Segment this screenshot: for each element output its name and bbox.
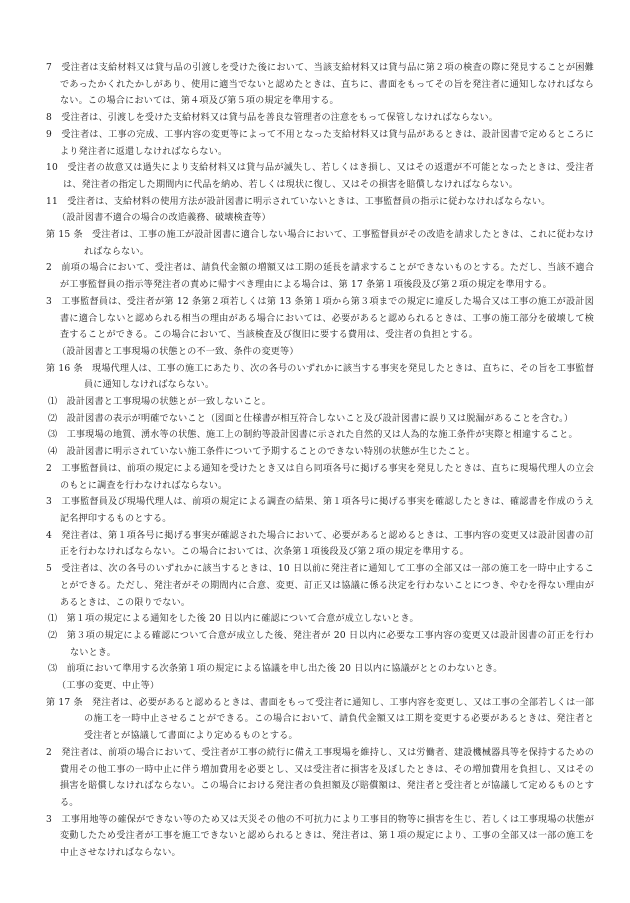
list-item: ⑴ 設計図書と工事現場の状態とが一致しないこと。 bbox=[48, 397, 272, 408]
paragraph: 11 受注者は、支給材料の使用方法が設計図書に明示されていないときは、工事監督員の指示に従わなければならない。 bbox=[46, 196, 551, 207]
list-item: ⑶ 工事現場の地質、湧水等の状態、施工上の制約等設計図書に示された自然的又は人為的な施工条件が実際と相違すること。 bbox=[48, 430, 578, 441]
section-heading: （工事の変更、中止等） bbox=[57, 681, 160, 692]
list-item: ⑴ 第１項の規定による通知をした後 20 日以内に確認について合意が成立しないとき。 bbox=[48, 614, 419, 625]
list-item: ⑵ 第３項の規定による確認について合意が成立した後、発注者が 20 日以内に必要な工事内容の変更又は設計図書の訂正を行わないとき。 bbox=[48, 630, 594, 658]
paragraph: 4 発注者は、第１項各号に掲げる事実が確認された場合において、必要があると認めるときは、工事内容の変更又は設計図書の訂正を行わなければならない。この場合においては、次条第１項後段及び第２項の規定を準用する。 bbox=[46, 530, 594, 558]
article: 第 15 条 受注者は、工事の施工が設計図書に適合しない場合において、工事監督員がその改造を請求したときは、これに従わなければならない。 bbox=[46, 230, 594, 257]
list-item: ⑷ 設計図書に明示されていない施工条件について予期することのできない特別の状態が生じたこと。 bbox=[48, 447, 476, 458]
list-item: ⑵ 設計図書の表示が明確でないこと（図面と仕様書が相互符合しないこと及び設計図書に誤り又は脱漏があることを含む。） bbox=[48, 413, 574, 424]
paragraph: 7 受注者は支給材料又は貸与品の引渡しを受けた後において、当該支給材料又は貸与品に第２項の検査の際に発見することが困難であったかくれたかしがあり、使用に適当でないと認めたときは、直ちに、書面をもってその旨を発注者に通知しなければならない。この場合においては、第４項及び第５項の規定を準用する。 bbox=[46, 63, 594, 107]
paragraph: 8 受注者は、引渡しを受けた支給材料又は貸与品を善良な管理者の注意をもって保管しなければならない。 bbox=[46, 113, 499, 124]
paragraph: 2 前項の場合において、受注者は、請負代金額の増額又は工期の延長を請求することができないものとする。ただし、当該不適合が工事監督員の指示等発注者の責めに帰すべき理由による場合は、第 17 条第１項後段及び第２項の規定を準用する。 bbox=[46, 263, 594, 291]
paragraph: 10 受注者の故意又は過失により支給材料又は貸与品が滅失し、若しくはき損し、又はその返還が不可能となったときは、受注者は、発注者の指定した期間内に代品を納め、若しくは現状に復し、又はその損害を賠償しなければならない。 bbox=[46, 163, 594, 190]
list-item: ⑶ 前項において準用する次条第１項の規定による協議を申し出た後 20 日以内に協議がととのわないとき。 bbox=[48, 664, 503, 675]
paragraph: 9 受注者は、工事の完成、工事内容の変更等によって不用となった支給材料又は貸与品があるときは、設計図書で定めるところにより発注者に返還しなければならない。 bbox=[46, 129, 594, 157]
paragraph: 2 工事監督員は、前項の規定による通知を受けたとき又は自ら同項各号に掲げる事実を発見したときは、直ちに現場代理人の立会のもとに調査を行わなければならない。 bbox=[46, 463, 594, 491]
section-heading: （設計図書と工事現場の状態との不一致、条件の変更等） bbox=[57, 346, 299, 357]
paragraph: 3 工事監督員及び現場代理人は、前項の規定による調査の結果、第１項各号に掲げる事実を確認したときは、確認書を作成のうえ記名押印するものとする。 bbox=[46, 497, 594, 524]
paragraph: 3 工事用地等の確保ができない等のため又は天災その他の不可抗力により工事目的物等に損害を生じ、若しくは工事現場の状態が変動したため受注者が工事を施工できないと認められるときは、発注者は、第１項の規定により、工事の全部又は一部の施工を中止させなければならない。 bbox=[46, 814, 594, 859]
paragraph: 2 発注者は、前項の場合において、受注者が工事の続行に備え工事現場を維持し、又は労働者、建設機械器具等を保持するための費用その他工事の一時中止に伴う増加費用を必要とし、又は受注者に損害を及ぼしたときは、その増加費用を負担し、又はその損害を賠償しなければならない。この場合における発注者の負担額及び賠償額は、発注者と受注者とが協議して定めるものとする。 bbox=[46, 747, 594, 808]
paragraph: 5 受注者は、次の各号のいずれかに該当するときは、10 日以前に発注者に通知して工事の全部又は一部の施工を一時中止することができる。ただし、発注者がその期間内に合意、変更、訂正又は協議に係る決定を行わないことにつき、やむを得ない理由があるときは、この限りでない。 bbox=[46, 564, 594, 608]
paragraph: 3 工事監督員は、受注者が第 12 条第２項若しくは第 13 条第１項から第３項までの規定に違反した場合又は工事の施工が設計図書に適合しないと認められる相当の理由がある場合においては、必要があると認められるときは、工事の施工部分を破壊して検査することができる。この場合において、当該検査及び復旧に要する費用は、受注者の負担とする。 bbox=[46, 296, 594, 341]
article: 第 17 条 発注者は、必要があると認めるときは、書面をもって受注者に通知し、工事内容を変更し、又は工事の全部若しくは一部の施工を一時中止させることができる。この場合において、請負代金額又は工期を変更する必要があるときは、発注者と受注者とが協議して書面により定めるものとする。 bbox=[46, 697, 594, 742]
article: 第 16 条 現場代理人は、工事の施工にあたり、次の各号のいずれかに該当する事実を発見したときは、直ちに、その旨を工事監督員に通知しなければならない。 bbox=[46, 363, 594, 391]
section-heading: （設計図書不適合の場合の改造義務、破壊検査等） bbox=[57, 213, 271, 224]
